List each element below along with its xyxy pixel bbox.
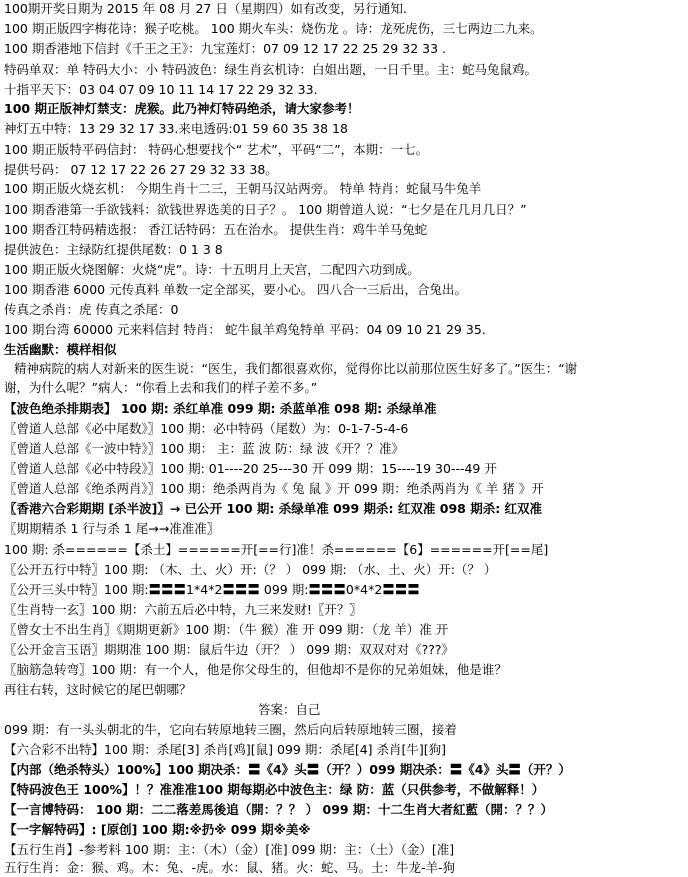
text-line-taiwan-envelope: 100 期台湾 60000 元来料信封 特肖： 蛇牛鼠羊鸡兔特单 平码：04 09 10 21 29 35. — [4, 322, 486, 337]
text-line-wave-king: 【特码波色王 100%】！？准准准100 期每期必中波色主：绿 防：蓝（只供参考，不做解释！） — [4, 782, 545, 797]
text-line-ten-fingers: 十指平天下：03 04 07 09 10 11 14 17 22 29 32 33. — [4, 82, 318, 97]
text-line-one-word-bet: 【一言博特码： 100 期：二二落差馬後追（開：？？ ） 099 期：十二生肖大者紅藍（開：？？） — [4, 802, 553, 817]
text-line-special-segment: 〖曾道人总部《必中特段》〗100 期: 01----20 25---30 开 099 期：15----19 30---49 开 — [4, 461, 497, 476]
text-line-no-special: 【六合彩不出特】100 期：杀尾[3] 杀肖[鸡][鼠] 099 期：杀尾[4] 杀肖[牛][狗] — [4, 742, 447, 757]
text-line-kill-row-tail: 〖期期精杀 1 行与杀 1 尾→→准准准〗 — [4, 521, 220, 536]
text-line-brain-teaser: 〖脑筋急转弯〗100 期：有一个人，他是你父母生的，但他却不是你的兄弟姐妹，他是谁？ — [4, 662, 507, 677]
text-line-ms-zeng: 〖曾女士不出生肖〗《期期更新》100 期：（牛 猴）准 开 099 期：（龙 羊）准 开 — [4, 622, 449, 637]
text-line-draw-date: 100期开奖日期为 2015 年 08 月 27 日（星期四）如有改变，另行通知. — [4, 1, 407, 16]
text-line-hk-fax: 100 期香港 6000 元传真料 单数一定全部买，要小心。 四八合一三后出，合兔出。 — [4, 282, 468, 297]
text-line-kill-two-zodiac: 〖曾道人总部《绝杀两肖》〗100 期：绝杀两肖为《 兔 鼠 》开 099 期：绝杀两肖为《 羊 猪 》开 — [4, 481, 544, 496]
text-line-one-char: 【一字解特码】: [原创] 100 期:※扔※ 099 期※美※ — [4, 822, 311, 837]
text-line-hk-envelope: 100 期香港地下信封《千王之王》：九宝莲灯：07 09 12 17 22 25 29 32 33 . — [4, 41, 446, 56]
text-line-plum-poem: 100 期正版四字梅花诗：猴子吃桃。 100 期火车头：烧伤龙 。诗：龙死虎伤，三七两边二九来。 — [4, 21, 543, 36]
text-line-fax-kill: 传真之杀肖：虎 传真之杀尾：0 — [4, 302, 179, 317]
text-line-kill-earth: 100 期: 杀======【杀土】======开[==行]准！杀======【6】======开[==尾] — [4, 542, 549, 557]
text-line-hk-first-hand: 100 期香港第一手欲钱料：欲钱世界选美的日子？。 100 期曾道人说：“七夕是在几月几日？” — [4, 202, 527, 217]
text-line-humor-title: 生活幽默：模样相似 — [4, 342, 117, 357]
text-line-wave-color: 提供波色：主绿防红提供尾数：0 1 3 8 — [4, 242, 223, 257]
text-line-fire-diagram: 100 期正版火烧图解：火烧“虎”。诗：十五明月上天宫，二配四六功到成。 — [4, 262, 420, 277]
text-line-humor-body-2: 谢，为什么呢？”病人：“你看上去和我们的样子差不多。” — [4, 380, 318, 395]
text-line-brain-teaser-q: 再往右转，这时候它的尾巴朝哪？ — [4, 682, 192, 697]
text-line-provided-numbers: 提供号码： 07 12 17 22 26 27 29 32 33 38。 — [4, 162, 278, 177]
text-line-element-list: 五行生肖：金：猴、鸡。木：兔、-虎。水：鼠、猪。火：蛇、马。土：牛龙-羊-狗 — [4, 860, 456, 875]
text-line-half-wave: 〖香港六合彩期期 [杀半波]〗→ 已公开 100 期: 杀绿单准 099 期杀: 红双准 098 期杀: 红双准 — [4, 501, 543, 516]
text-line-one-wave: 〖曾道人总部《一波中特》〗100 期： 主：蓝 波 防：绿 波《开？？准》 — [4, 441, 404, 456]
text-line-special-code: 特码单双：单 特码大小：小 特码波色：绿生肖玄机诗：白姐出题，一日千里。主：蛇马兔鼠鸡。 — [4, 62, 537, 77]
text-line-golden-words: 〖公开金言玉语〗期期准 100 期：鼠后牛边（开？ ） 099 期：双双对对《???》 — [4, 642, 454, 657]
text-line-wave-kill-table: 【波色绝杀排期表】 100 期: 杀红单准 099 期: 杀蓝单准 098 期: 杀绿单准 — [4, 401, 437, 416]
text-line-three-heads: 〖公开三头中特〗100 期:〓〓〓1*4*2〓〓〓 099 期:〓〓〓0*4*2〓〓〓 — [4, 582, 420, 597]
text-line-flat-envelope: 100 期正版特平码信封： 特码心想要找个“ 艺术”，平码“二”，本期：一七。 — [4, 142, 429, 157]
text-line-kill-head: 【内部（绝杀特头）100%】100 期决杀：〓《4》头〓（开？）099 期决杀：〓《4》头〓（开？） — [4, 762, 571, 777]
text-line-lamp-five: 神灯五中特：13 29 32 17 33.来电透码:01 59 60 35 38 18 — [4, 121, 348, 136]
text-line-zodiac-mystery: 〖生肖特一玄〗100 期：六前五后必中特，九三来发财!〖开？〗 — [4, 602, 362, 617]
text-line-five-elements: 〖公开五行中特〗100 期: （木、土、火）开:（？ ） 099 期: （水、土、火）开:（？ ） — [4, 562, 497, 577]
text-line-fire-mystery: 100 期正版火烧玄机： 今期生肖十二三，王朝马汉站两旁。 特单 特肖：蛇鼠马牛兔羊 — [4, 181, 482, 196]
text-line-tail-numbers: 〖曾道人总部《必中尾数》〗100 期：必中特码（尾数）为：0-1-7-5-4-6 — [4, 421, 409, 436]
text-line-lamp-ban: 100 期正版神灯禁支：虎猴。此乃神灯特码绝杀，请大家参考！ — [4, 101, 360, 116]
text-line-five-element-zodiac: 【五行生肖】-参考料 100 期：主：（木）（金）[准] 099 期：主：（土）（金）[准] — [4, 842, 455, 857]
text-line-xiangjiang: 100 期香江特码精选报： 香江话特码：五在治水。 提供生肖：鸡牛羊马兔蛇 — [4, 222, 428, 237]
text-line-099-riddle: 099 期：有一头头朝北的牛，它向右转原地转三圈，然后向后转原地转三圈，接着 — [4, 722, 457, 737]
text-line-answer: 答案：自己 — [258, 702, 321, 717]
text-line-humor-body-1: 精神病院的病人对新来的医生说：“医生，我们都很喜欢你，觉得你比以前那位医生好多了。”医生：“谢 — [14, 361, 578, 376]
